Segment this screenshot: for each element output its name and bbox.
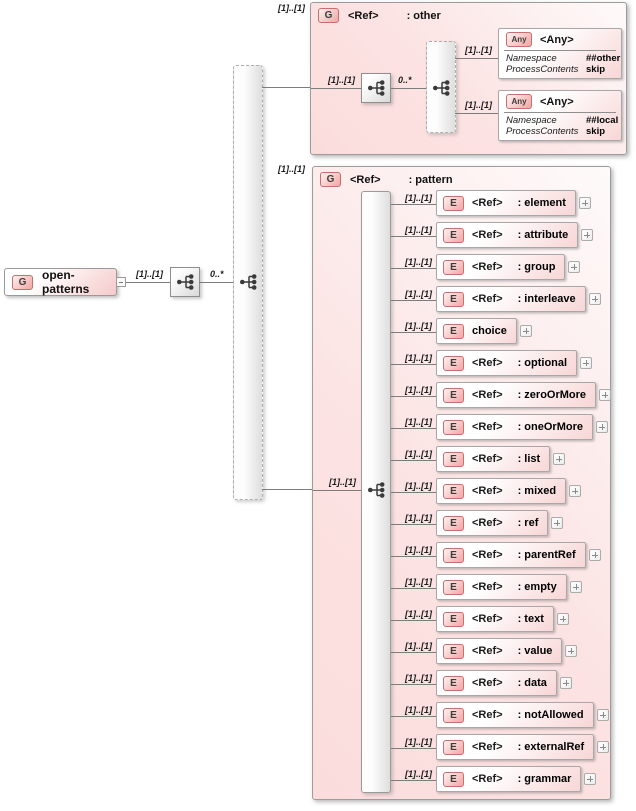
element-row bbox=[391, 606, 569, 632]
element-box-choice[interactable] bbox=[436, 318, 517, 344]
expand-button[interactable] bbox=[569, 485, 581, 497]
panel-header bbox=[320, 172, 453, 187]
element-icon: E bbox=[443, 420, 464, 435]
element-name: : group bbox=[517, 261, 556, 273]
expand-button[interactable] bbox=[581, 229, 593, 241]
expand-button[interactable] bbox=[597, 741, 609, 753]
cardinality-label: [1]..[1] bbox=[405, 481, 432, 491]
expand-button[interactable] bbox=[584, 773, 596, 785]
cardinality-label: [1]..[1] bbox=[405, 769, 432, 779]
any-title: <Any> bbox=[540, 95, 574, 108]
element-row bbox=[391, 254, 580, 280]
element-box-list[interactable] bbox=[436, 446, 550, 472]
element-name: : empty bbox=[517, 581, 557, 593]
element-name: : value bbox=[517, 645, 553, 657]
connector-line bbox=[313, 490, 361, 491]
element-icon: E bbox=[443, 580, 464, 595]
element-box-data[interactable] bbox=[436, 670, 557, 696]
connector-line bbox=[391, 574, 436, 589]
element-icon: E bbox=[443, 356, 464, 371]
ref-label: <Ref> bbox=[472, 357, 503, 369]
cardinality-label: [1]..[1] bbox=[278, 164, 305, 174]
element-name: : grammar bbox=[517, 773, 572, 785]
property-value: skip bbox=[586, 64, 606, 75]
element-row bbox=[391, 414, 608, 440]
element-name: : notAllowed bbox=[517, 709, 584, 721]
separator bbox=[504, 112, 616, 113]
connector-line bbox=[391, 190, 436, 205]
element-row bbox=[391, 574, 582, 600]
group-icon: G bbox=[12, 275, 33, 290]
element-icon: E bbox=[443, 708, 464, 723]
occurrence-label: 0..* bbox=[210, 269, 224, 279]
element-box-parentRef[interactable] bbox=[436, 542, 586, 568]
property-name: ProcessContents bbox=[506, 126, 579, 137]
any-wildcard-box[interactable] bbox=[498, 28, 622, 79]
ref-label: <Ref> bbox=[472, 453, 503, 465]
cardinality-label: [1]..[1] bbox=[405, 225, 432, 235]
property-value: skip bbox=[586, 126, 606, 137]
cardinality-label: [1]..[1] bbox=[405, 577, 432, 587]
property-row bbox=[499, 115, 621, 126]
element-box-grammar[interactable] bbox=[436, 766, 581, 792]
ref-label: <Ref> bbox=[472, 549, 503, 561]
any-header bbox=[499, 91, 621, 111]
element-icon: E bbox=[443, 292, 464, 307]
connector-line bbox=[391, 606, 436, 621]
element-row bbox=[391, 670, 572, 696]
ref-label: <Ref> bbox=[472, 197, 503, 209]
cardinality-label: [1]..[1] bbox=[405, 321, 432, 331]
ref-label: <Ref> bbox=[472, 421, 503, 433]
connector-line bbox=[391, 638, 436, 653]
property-name: ProcessContents bbox=[506, 64, 579, 75]
element-row bbox=[391, 286, 601, 312]
compositor-box[interactable] bbox=[170, 267, 200, 297]
element-icon: E bbox=[443, 388, 464, 403]
cardinality-label: [1]..[1] bbox=[405, 289, 432, 299]
any-icon: Any bbox=[506, 32, 532, 47]
element-row bbox=[391, 638, 577, 664]
ref-label: <Ref> bbox=[472, 517, 503, 529]
group-name: : pattern bbox=[408, 173, 453, 186]
group-panel-pattern bbox=[312, 166, 611, 800]
element-row bbox=[391, 318, 532, 344]
panel-header bbox=[318, 8, 441, 23]
element-icon: E bbox=[443, 196, 464, 211]
cardinality-label: [1]..[1] bbox=[405, 385, 432, 395]
cardinality-label: [1]..[1] bbox=[405, 545, 432, 555]
element-icon: E bbox=[443, 548, 464, 563]
group-name: : other bbox=[406, 9, 441, 22]
element-icon: E bbox=[443, 676, 464, 691]
choice-compositor-icon bbox=[173, 270, 197, 294]
ref-label: <Ref> bbox=[472, 741, 503, 753]
element-icon: E bbox=[443, 612, 464, 627]
ref-label: <Ref> bbox=[472, 645, 503, 657]
cardinality-label: [1]..[1] bbox=[405, 705, 432, 715]
connector-line bbox=[391, 734, 436, 749]
ref-label: <Ref> bbox=[472, 389, 503, 401]
cardinality-label: [1]..[1] bbox=[405, 353, 432, 363]
cardinality-label: [1]..[1] bbox=[465, 45, 492, 55]
cardinality-label: [1]..[1] bbox=[465, 100, 492, 110]
any-title: <Any> bbox=[540, 33, 574, 46]
connector-line bbox=[126, 282, 170, 283]
element-box-oneOrMore[interactable] bbox=[436, 414, 593, 440]
ref-label: <Ref> bbox=[472, 261, 503, 273]
element-row bbox=[391, 702, 609, 728]
connector-line bbox=[391, 510, 436, 525]
collapse-handle[interactable] bbox=[116, 277, 126, 287]
element-box-optional[interactable] bbox=[436, 350, 577, 376]
property-value: ##local bbox=[586, 115, 619, 126]
element-box-notAllowed[interactable] bbox=[436, 702, 594, 728]
element-name: : interleave bbox=[517, 293, 576, 305]
element-name: : element bbox=[517, 197, 566, 209]
ref-label: <Ref> bbox=[472, 485, 503, 497]
element-row bbox=[391, 542, 601, 568]
connector-line bbox=[391, 670, 436, 685]
any-icon: Any bbox=[506, 94, 532, 109]
connector-line bbox=[391, 542, 436, 557]
connector-line bbox=[455, 113, 498, 114]
expand-button[interactable] bbox=[589, 293, 601, 305]
choice-compositor-icon bbox=[364, 76, 388, 100]
expand-button[interactable] bbox=[520, 325, 532, 337]
element-name: : ref bbox=[517, 517, 539, 529]
connector-line bbox=[391, 88, 426, 89]
cardinality-label: [1]..[1] bbox=[405, 193, 432, 203]
element-row bbox=[391, 190, 591, 216]
ref-label: <Ref> bbox=[472, 677, 503, 689]
cardinality-label: [1]..[1] bbox=[405, 737, 432, 747]
expand-button[interactable] bbox=[580, 357, 592, 369]
connector-line bbox=[391, 766, 436, 781]
element-icon: E bbox=[443, 644, 464, 659]
element-box-group[interactable] bbox=[436, 254, 565, 280]
cardinality-label: [1]..[1] bbox=[328, 75, 355, 85]
element-box-attribute[interactable] bbox=[436, 222, 578, 248]
element-name: : list bbox=[517, 453, 541, 465]
expand-button[interactable] bbox=[596, 421, 608, 433]
element-name: : zeroOrMore bbox=[517, 389, 587, 401]
element-name: : text bbox=[517, 613, 544, 625]
cardinality-label: [1]..[1] bbox=[405, 449, 432, 459]
connector-line bbox=[391, 350, 436, 365]
occurrence-label: 0..* bbox=[398, 75, 412, 85]
expand-button[interactable] bbox=[589, 549, 601, 561]
property-row bbox=[499, 64, 621, 75]
expand-button[interactable] bbox=[565, 645, 577, 657]
group-box-open-patterns[interactable] bbox=[4, 268, 117, 296]
element-box-element[interactable] bbox=[436, 190, 576, 216]
choice-compositor-icon bbox=[429, 76, 453, 100]
cardinality-label: [1]..[1] bbox=[405, 609, 432, 619]
property-row bbox=[499, 126, 621, 137]
expand-button[interactable] bbox=[553, 453, 565, 465]
connector-line bbox=[262, 489, 312, 490]
element-row bbox=[391, 446, 565, 472]
connector-line bbox=[311, 88, 361, 89]
cardinality-label: [1]..[1] bbox=[405, 417, 432, 427]
property-row bbox=[499, 53, 621, 64]
ref-label: <Ref> bbox=[350, 173, 381, 186]
compositor-box[interactable] bbox=[361, 73, 391, 103]
connector-line bbox=[391, 446, 436, 461]
element-icon: E bbox=[443, 452, 464, 467]
element-icon: E bbox=[443, 772, 464, 787]
cardinality-label: [1]..[1] bbox=[405, 641, 432, 651]
expand-button[interactable] bbox=[599, 389, 611, 401]
ref-label: <Ref> bbox=[472, 613, 503, 625]
element-icon: E bbox=[443, 324, 464, 339]
connector-line bbox=[391, 478, 436, 493]
element-box-value[interactable] bbox=[436, 638, 562, 664]
element-box-mixed[interactable] bbox=[436, 478, 566, 504]
connector-line bbox=[391, 286, 436, 301]
element-icon: E bbox=[443, 228, 464, 243]
element-row bbox=[391, 350, 592, 376]
group-icon: G bbox=[320, 172, 341, 187]
element-icon: E bbox=[443, 260, 464, 275]
element-name: : mixed bbox=[517, 485, 557, 497]
element-box-externalRef[interactable] bbox=[436, 734, 594, 760]
element-row bbox=[391, 510, 563, 536]
cardinality-label: [1]..[1] bbox=[278, 3, 305, 13]
element-row bbox=[391, 382, 611, 408]
element-box-ref[interactable] bbox=[436, 510, 548, 536]
expand-button[interactable] bbox=[597, 709, 609, 721]
element-name: : optional bbox=[517, 357, 568, 369]
expand-button[interactable] bbox=[560, 677, 572, 689]
element-row bbox=[391, 734, 609, 760]
ref-label: <Ref> bbox=[472, 773, 503, 785]
cardinality-label: [1]..[1] bbox=[405, 257, 432, 267]
expand-button[interactable] bbox=[579, 197, 591, 209]
ref-label: <Ref> bbox=[348, 9, 379, 22]
element-box-zeroOrMore[interactable] bbox=[436, 382, 596, 408]
element-box-text[interactable] bbox=[436, 606, 554, 632]
property-name: Namespace bbox=[506, 53, 557, 64]
property-value: ##other bbox=[586, 53, 621, 64]
any-header bbox=[499, 29, 621, 49]
connector-line bbox=[391, 318, 436, 333]
choice-compositor-icon bbox=[236, 270, 260, 294]
group-icon: G bbox=[318, 8, 339, 23]
element-row bbox=[391, 766, 596, 792]
element-name: : externalRef bbox=[517, 741, 585, 753]
element-name: : oneOrMore bbox=[517, 421, 583, 433]
element-row bbox=[391, 478, 581, 504]
ref-label: <Ref> bbox=[472, 229, 503, 241]
ref-label: <Ref> bbox=[472, 293, 503, 305]
connector-line bbox=[391, 382, 436, 397]
expand-button[interactable] bbox=[557, 613, 569, 625]
element-name: : attribute bbox=[517, 229, 569, 241]
property-name: Namespace bbox=[506, 115, 557, 126]
connector-line bbox=[262, 87, 310, 88]
expand-button[interactable] bbox=[551, 517, 563, 529]
connector-line bbox=[199, 282, 233, 283]
connector-line bbox=[391, 254, 436, 269]
cardinality-label: [1]..[1] bbox=[405, 513, 432, 523]
cardinality-label: [1]..[1] bbox=[329, 477, 356, 487]
element-name: : parentRef bbox=[517, 549, 576, 561]
element-box-empty[interactable] bbox=[436, 574, 567, 600]
connector-line bbox=[391, 414, 436, 429]
group-label: open-patterns bbox=[42, 268, 90, 296]
element-icon: E bbox=[443, 484, 464, 499]
cardinality-label: [1]..[1] bbox=[136, 269, 163, 279]
connector-line bbox=[391, 702, 436, 717]
element-icon: E bbox=[443, 740, 464, 755]
ref-label: <Ref> bbox=[472, 709, 503, 721]
connector-line bbox=[455, 58, 498, 59]
any-wildcard-box[interactable] bbox=[498, 90, 622, 141]
cardinality-label: [1]..[1] bbox=[405, 673, 432, 683]
ref-label: <Ref> bbox=[472, 581, 503, 593]
element-row bbox=[391, 222, 593, 248]
connector-line bbox=[391, 222, 436, 237]
separator bbox=[504, 50, 616, 51]
expand-button[interactable] bbox=[568, 261, 580, 273]
element-icon: E bbox=[443, 516, 464, 531]
expand-button[interactable] bbox=[570, 581, 582, 593]
element-box-interleave[interactable] bbox=[436, 286, 586, 312]
choice-compositor-icon bbox=[364, 478, 388, 502]
element-name: : data bbox=[517, 677, 547, 689]
group-panel-other bbox=[310, 2, 627, 155]
element-name: choice bbox=[472, 325, 507, 337]
